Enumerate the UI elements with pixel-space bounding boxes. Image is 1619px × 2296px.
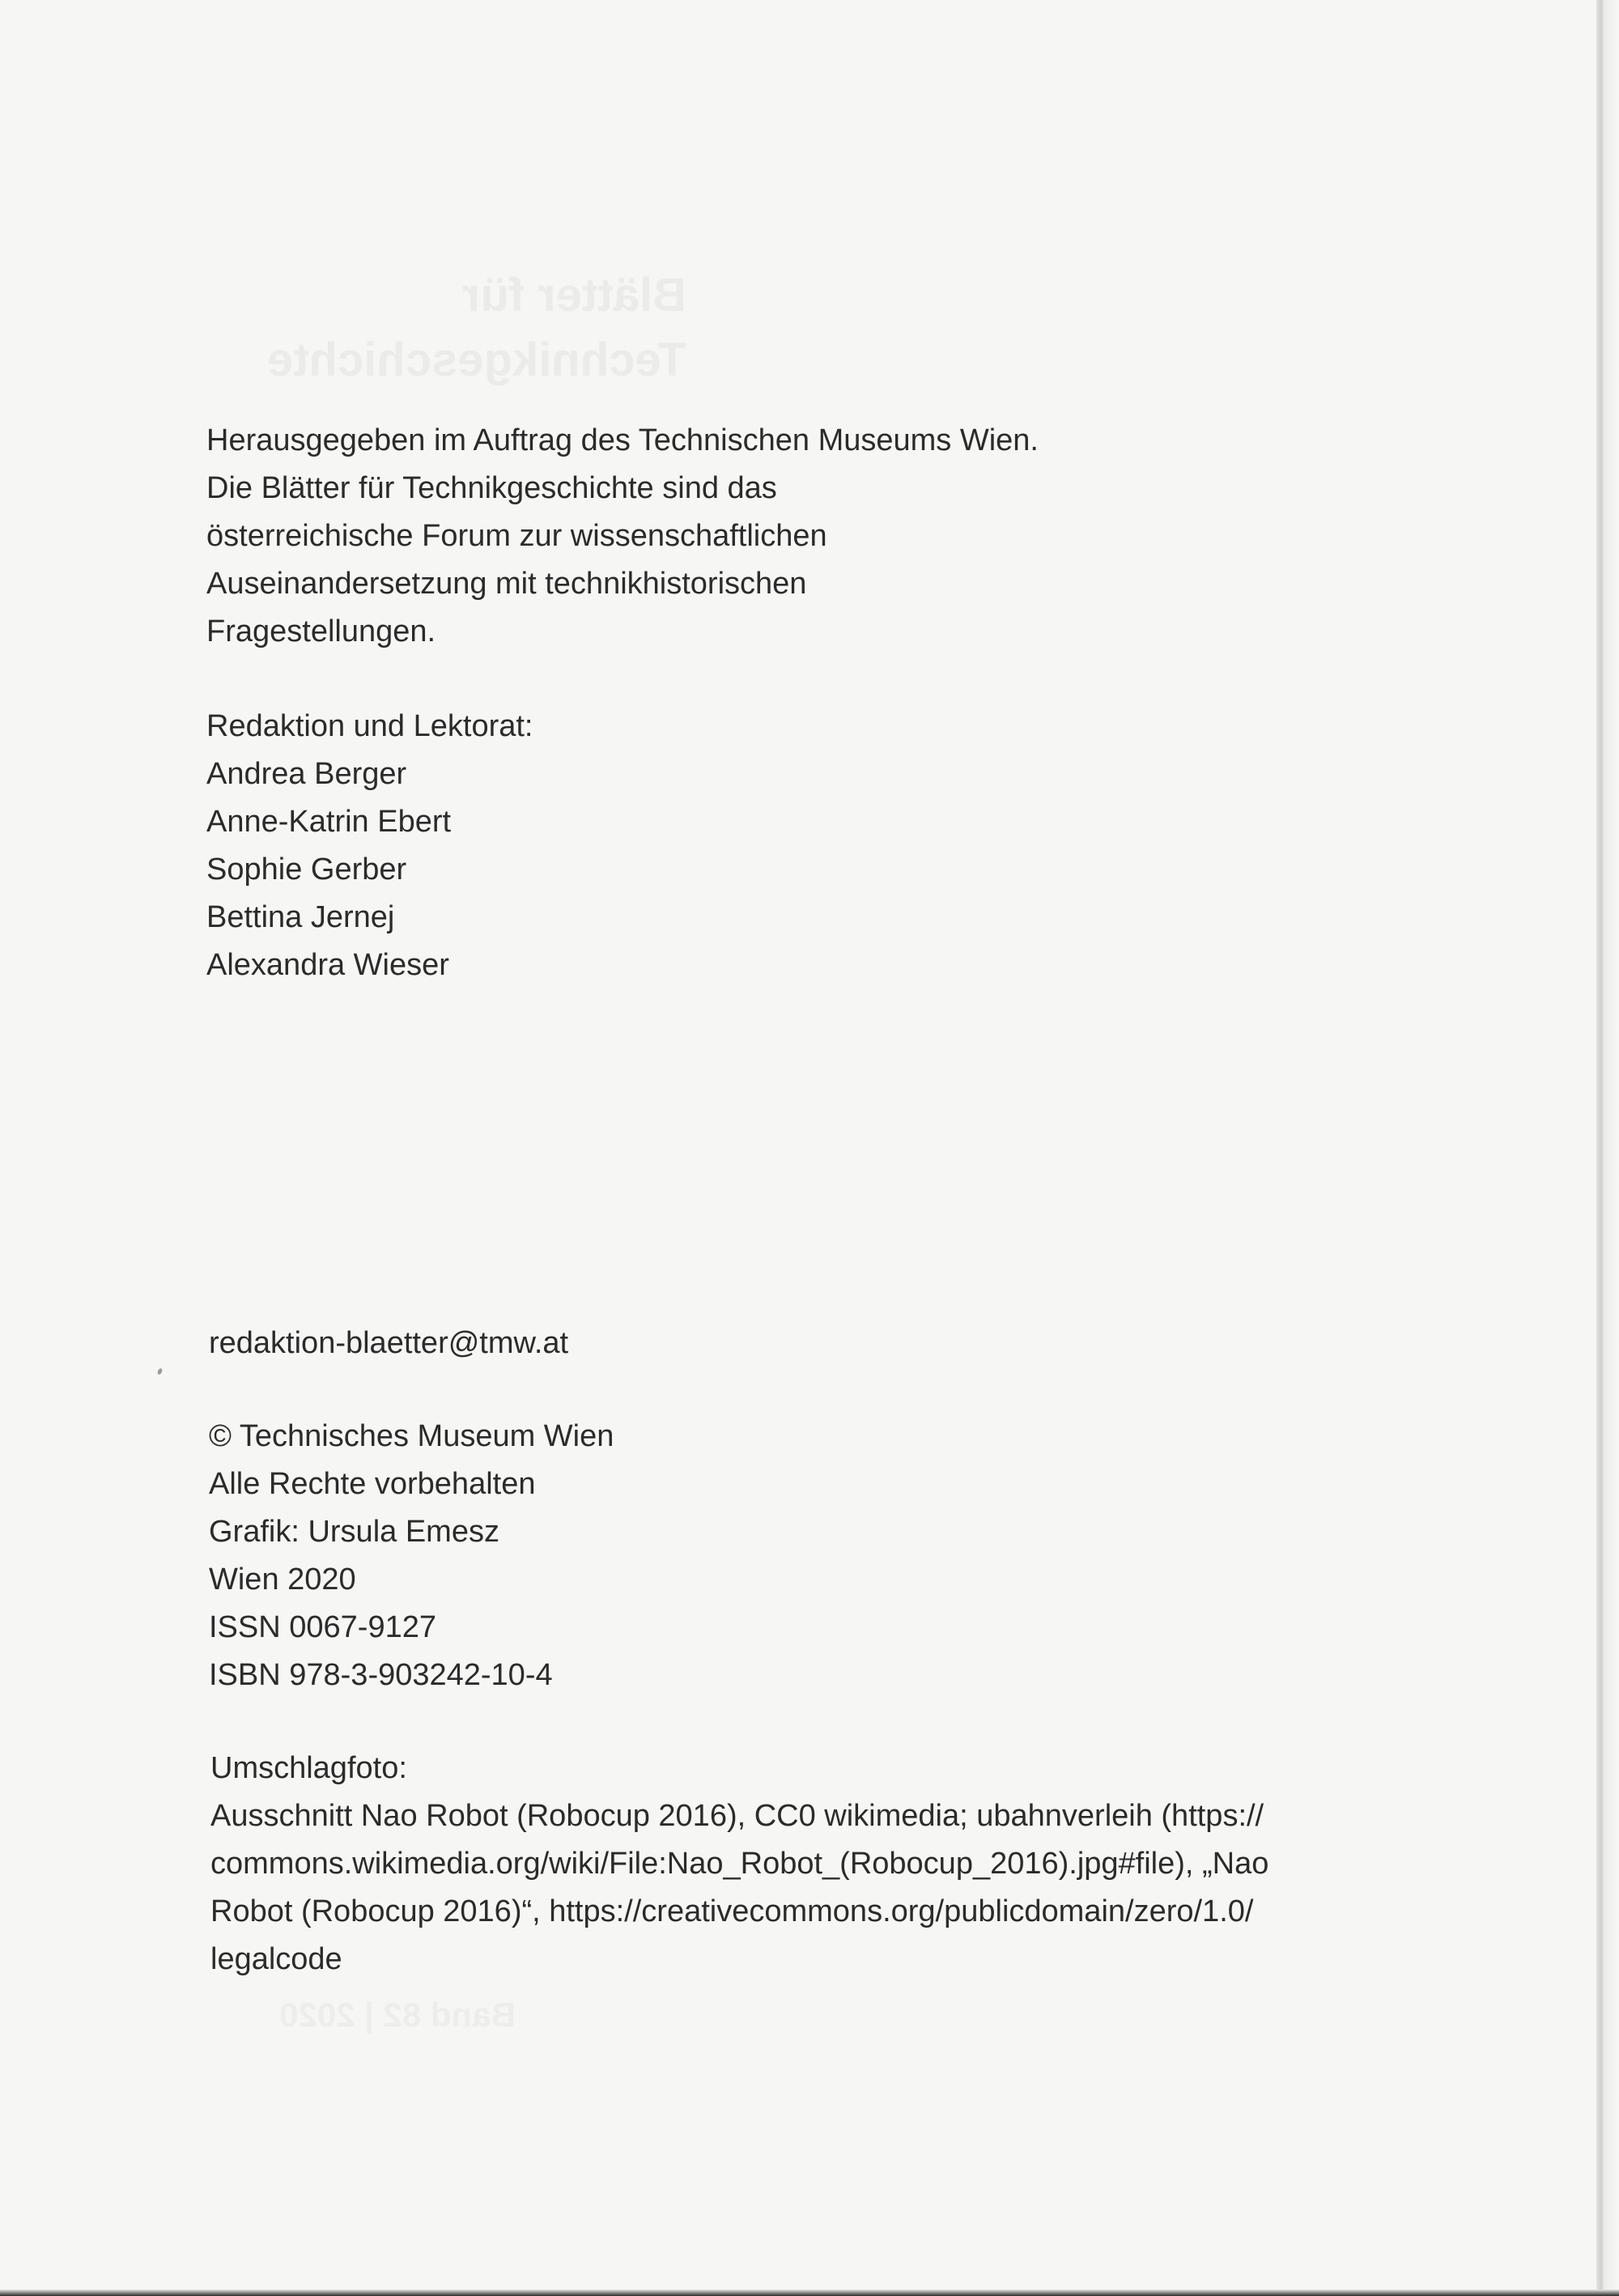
editors-heading: Redaktion und Lektorat:: [206, 709, 533, 743]
contact-email: redaktion-blaetter@tmw.at: [209, 1326, 569, 1360]
rights-line: Alle Rechte vorbehalten: [209, 1467, 536, 1501]
intro-line: österreichische Forum zur wissenschaftlichen: [206, 519, 827, 553]
intro-paragraph: [206, 417, 1039, 656]
graphics-credit: Grafik: Ursula Emesz: [209, 1515, 499, 1549]
intro-line: Herausgegeben im Auftrag des Technischen Museums Wien.: [206, 423, 1039, 457]
intro-line: Fragestellungen.: [206, 614, 436, 648]
page-edge-right: [1596, 0, 1619, 2296]
editor-name: Alexandra Wieser: [206, 948, 449, 982]
copyright-line: © Technisches Museum Wien: [209, 1419, 614, 1453]
page-edge-bottom: [0, 2290, 1619, 2296]
cover-photo-line: Ausschnitt Nao Robot (Robocup 2016), CC0 wikimedia; ubahnverleih (https://: [210, 1799, 1264, 1833]
editor-name: Sophie Gerber: [206, 852, 407, 887]
cover-photo-line: Robot (Robocup 2016)“, https://creativecommons.org/publicdomain/zero/1.0/: [210, 1894, 1254, 1928]
intro-line: Auseinandersetzung mit technikhistorischen: [206, 567, 807, 601]
show-through-title-line: Technikgeschichte: [267, 334, 686, 386]
cover-photo-line: commons.wikimedia.org/wiki/File:Nao_Robot_(Robocup_2016).jpg#file), „Nao: [210, 1847, 1269, 1881]
paper-speck: [157, 1367, 164, 1375]
show-through-title-line: Blätter für: [461, 269, 686, 321]
show-through-title: [267, 263, 686, 393]
cover-photo-heading: Umschlagfoto:: [210, 1751, 407, 1785]
cover-photo-credit: [210, 1745, 1268, 1983]
editor-name: Bettina Jernej: [206, 900, 395, 934]
editor-name: Anne-Katrin Ebert: [206, 805, 452, 839]
imprint-section: [209, 1413, 614, 1699]
place-year: Wien 2020: [209, 1563, 356, 1597]
issn: ISSN 0067-9127: [209, 1610, 436, 1644]
isbn: ISBN 978-3-903242-10-4: [209, 1658, 553, 1692]
intro-line: Die Blätter für Technikgeschichte sind das: [206, 471, 777, 505]
editors-section: [206, 703, 533, 989]
cover-photo-line: legalcode: [210, 1942, 342, 1976]
editor-name: Andrea Berger: [206, 757, 407, 791]
show-through-band: Band 82 | 2020: [279, 1996, 516, 2034]
